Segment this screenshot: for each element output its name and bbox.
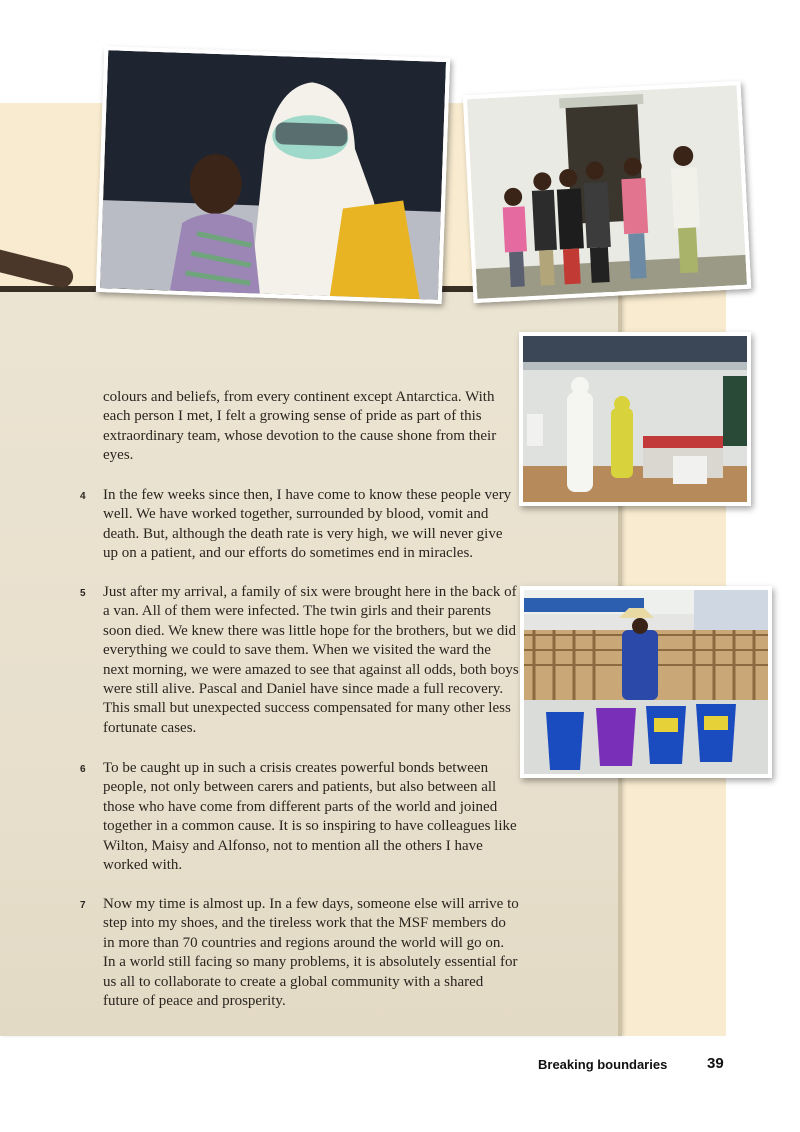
- article-text: [80, 895, 520, 1011]
- photo-worker-with-buckets: [520, 586, 772, 778]
- article-text: [80, 759, 520, 875]
- paragraph-text: In the few weeks since then, I have come to know these people very well. We have worked together, surrounded by blood, vomit and death. But, although the death rate is very high, we will never give up on a patient, and our efforts do sometimes end in miracles.: [103, 487, 512, 562]
- paragraph-number: 5: [80, 588, 86, 599]
- page-number: 39: [707, 1055, 724, 1072]
- paragraph-6: [80, 759, 520, 875]
- paragraph-4: [80, 486, 520, 564]
- footer-section-title: Breaking boundaries: [538, 1057, 668, 1072]
- article-text: [80, 486, 520, 564]
- article-text: [80, 388, 520, 466]
- photo-treatment-ward: [519, 332, 751, 506]
- article-text: [80, 583, 520, 738]
- paragraph-text: colours and beliefs, from every continent except Antarctica. With each person I met, I felt a growing sense of pride as part of this extraordinary team, whose devotion to the cause shone from their eyes.: [103, 389, 497, 464]
- paragraph-5: [80, 583, 520, 738]
- paragraph-7: [80, 895, 520, 1011]
- photo-group-of-children: [463, 81, 752, 303]
- photo-health-worker-with-child: [96, 46, 450, 304]
- paragraph-text: Now my time is almost up. In a few days, someone else will arrive to step into my shoes, and the tireless work that the MSF members do in more than 70 countries and regions around the world will go on. In a world still facing so many problems, it is absolutely essential for us all to collaborate to create a global community with a shared future of peace and prosperity.: [103, 896, 519, 1010]
- paragraph-text: To be caught up in such a crisis creates powerful bonds between people, not only between carers and patients, but also between all those who have come from different parts of the world and joined together in a common cause. It is so inspiring to have colleagues like Wilton, Maisy and Alfonso, not to mention all the others I have worked with.: [103, 760, 517, 874]
- paragraph-number: 7: [80, 900, 86, 911]
- paragraph-3-continued: [80, 388, 520, 466]
- paragraph-number: 4: [80, 491, 86, 502]
- paragraph-text: Just after my arrival, a family of six were brought here in the back of a van. All of them were infected. The twin girls and their parents soon died. We knew there was little hope for the brothers, but we did everything we could to save them. When we visited the ward the next morning, we were amazed to see that against all odds, both boys were still alive. Pascal and Daniel have since made a full recovery. This small but unexpected success compensated for many other less fortunate cases.: [103, 584, 519, 736]
- paragraph-number: 6: [80, 764, 86, 775]
